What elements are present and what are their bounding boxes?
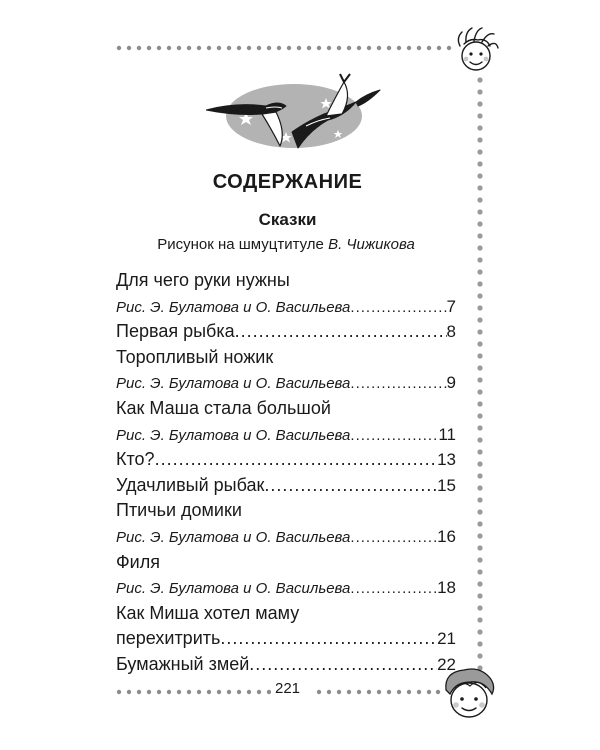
toc-entry-title: Первая рыбка [116, 321, 235, 342]
toc-page-number: 9 [446, 373, 456, 393]
section-title: Сказки [258, 210, 317, 229]
page-number: 221 [0, 680, 575, 697]
dotted-border-top [116, 44, 456, 52]
toc-page-number: 13 [437, 450, 456, 470]
section-illustration-credit [116, 236, 456, 253]
toc-credit-line[interactable] [116, 524, 456, 550]
toc-entry-title: Рис. Э. Булатова и О. Васильева [116, 298, 351, 316]
toc-entry[interactable] [116, 652, 456, 678]
toc-entry-title: Птичьи домики [116, 500, 242, 521]
toc-page-number: 7 [446, 296, 456, 316]
dot-leader [350, 576, 437, 602]
dot-leader [350, 295, 446, 321]
toc-entry[interactable] [116, 626, 456, 652]
toc-entry [116, 268, 456, 294]
toc-entry-title: Как Маша стала большой [116, 397, 331, 418]
toc-entry[interactable] [116, 447, 456, 473]
toc-page-number: 11 [438, 424, 456, 444]
toc-page-number: 18 [437, 578, 456, 598]
dot-leader [155, 447, 438, 473]
toc-page-number: 15 [437, 475, 456, 495]
toc-entry-title: Бумажный змей [116, 653, 250, 674]
dot-leader [264, 473, 437, 499]
toc-page-number: 21 [437, 629, 456, 649]
toc-entry-title: Для чего руки нужны [116, 270, 290, 290]
toc-entry-title: Рис. Э. Булатова и О. Васильева [116, 528, 351, 546]
contents-heading: СОДЕРЖАНИЕ [212, 171, 363, 193]
dot-leader [249, 652, 437, 678]
child-face-icon [452, 24, 500, 76]
toc-entry-title: Рис. Э. Булатова и О. Васильева [116, 375, 351, 393]
toc-entry [116, 601, 456, 627]
toc-credit-line[interactable] [116, 575, 456, 601]
toc-entry [116, 345, 456, 371]
dot-leader [350, 525, 437, 551]
toc-entry-title: Рис. Э. Булатова и О. Васильева [116, 426, 351, 444]
credit-prefix: Рисунок на шмуцтитуле [157, 236, 324, 253]
toc-page-number: 16 [437, 526, 456, 546]
toc-entry-title: перехитрить [116, 628, 221, 649]
toc-credit-line[interactable] [116, 422, 456, 448]
toc-entry-title: Как Миша хотел маму [116, 602, 300, 623]
credit-artist: В. Чижикова [328, 236, 415, 253]
toc-entry-title: Филя [116, 551, 160, 572]
toc-entry[interactable] [116, 319, 456, 345]
dotted-border-right [475, 76, 485, 674]
dot-leader [350, 371, 446, 397]
toc-entry [116, 498, 456, 524]
swallows-illustration [206, 72, 382, 164]
toc-entry-title: Торопливый ножик [116, 346, 274, 367]
dot-leader [235, 319, 447, 345]
toc-page-number: 8 [446, 322, 456, 342]
dot-leader [220, 626, 437, 652]
table-of-contents [116, 268, 456, 678]
dot-leader [350, 423, 438, 449]
toc-credit-line[interactable] [116, 370, 456, 396]
toc-entry-title: Рис. Э. Булатова и О. Васильева [116, 580, 351, 598]
toc-entry-title: Удачливый рыбак [116, 474, 265, 495]
toc-page-number: 22 [437, 654, 456, 674]
toc-credit-line[interactable] [116, 294, 456, 320]
toc-entry [116, 396, 456, 422]
toc-entry-title: Кто? [116, 449, 155, 470]
toc-entry[interactable] [116, 473, 456, 499]
toc-entry [116, 550, 456, 576]
